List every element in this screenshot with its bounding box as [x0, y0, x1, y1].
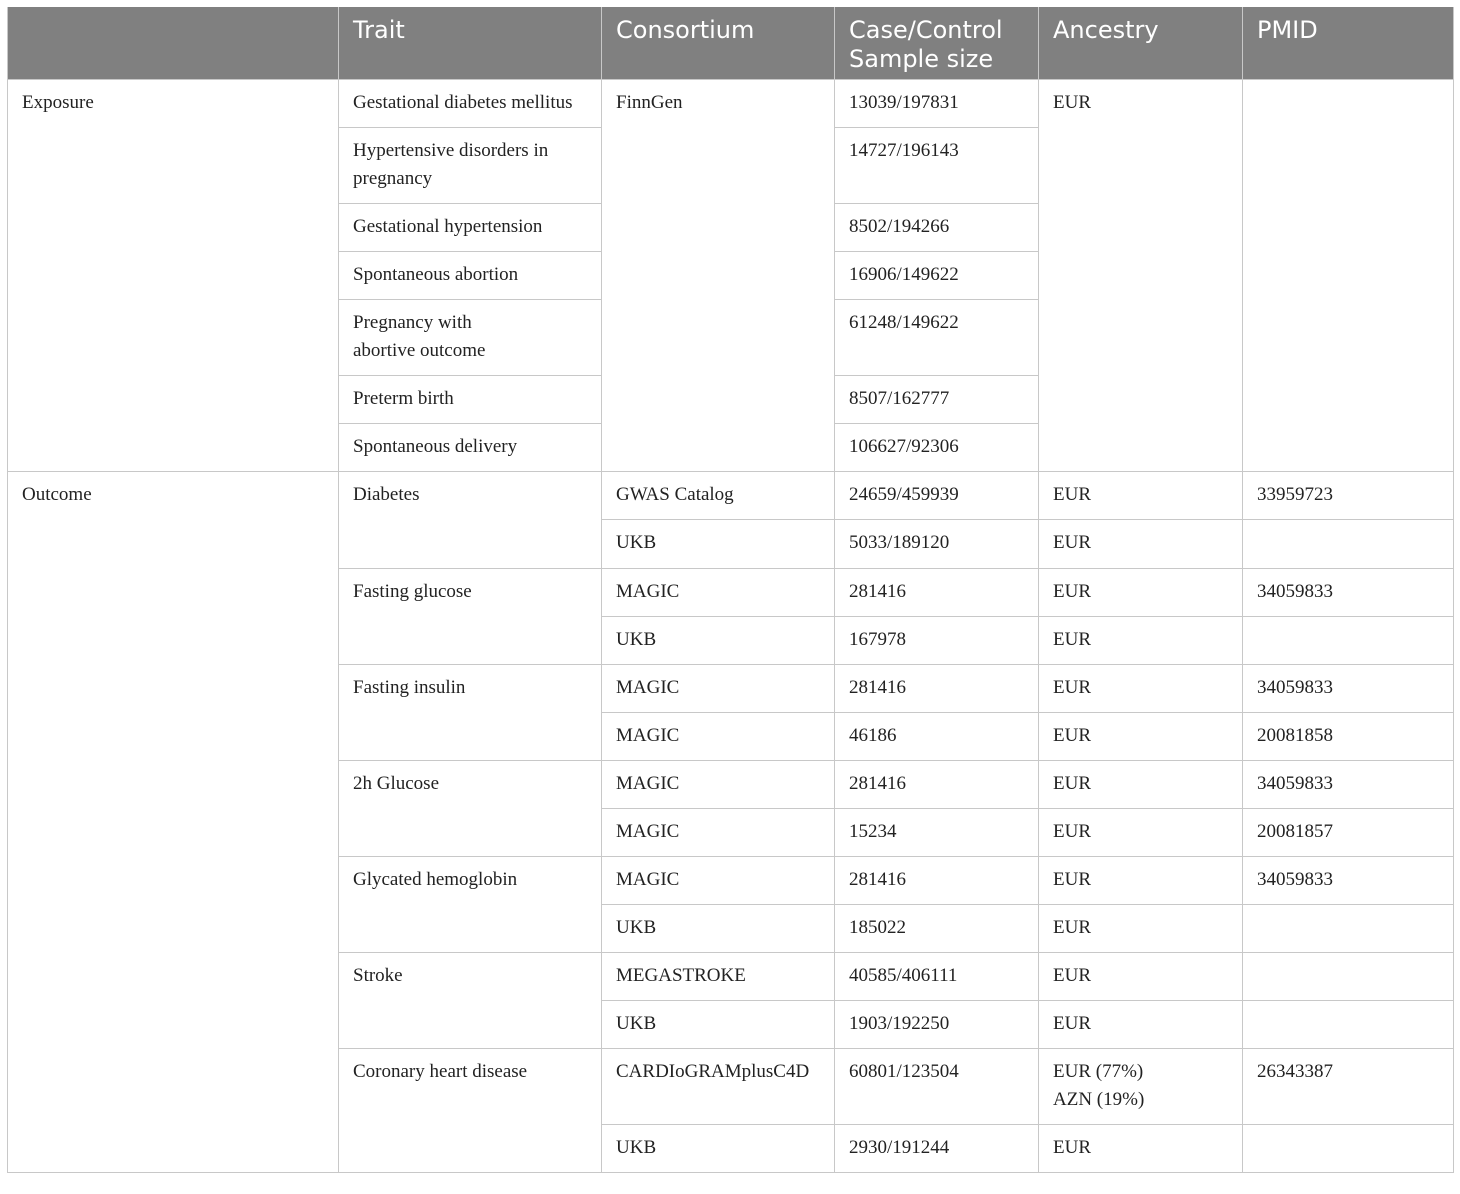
trait-cell: Gestational diabetes mellitus	[339, 79, 602, 127]
consortium-cell: MAGIC	[602, 568, 835, 616]
sample-size-cell: 14727/196143	[835, 127, 1039, 203]
ancestry-cell: EUR	[1039, 808, 1243, 856]
sample-size-cell: 24659/459939	[835, 471, 1039, 519]
pmid-cell	[1243, 904, 1454, 952]
header-ancestry: Ancestry	[1039, 7, 1243, 79]
group-label-outcome: Outcome	[8, 471, 339, 1172]
trait-cell: Spontaneous abortion	[339, 251, 602, 299]
ancestry-cell: EUR	[1039, 616, 1243, 664]
sample-size-cell: 167978	[835, 616, 1039, 664]
trait-cell: Spontaneous delivery	[339, 423, 602, 471]
ancestry-cell: EUR	[1039, 760, 1243, 808]
header-pmid: PMID	[1243, 7, 1454, 79]
pmid-cell: 34059833	[1243, 760, 1454, 808]
header-sample-size: Case/Control Sample size	[835, 7, 1039, 79]
consortium-cell: CARDIoGRAMplusC4D	[602, 1048, 835, 1124]
header-group	[8, 7, 339, 79]
consortium-cell: FinnGen	[602, 79, 835, 471]
pmid-cell	[1243, 519, 1454, 568]
trait-cell: Pregnancy with abortive outcome	[339, 299, 602, 375]
pmid-cell: 34059833	[1243, 856, 1454, 904]
header-consortium: Consortium	[602, 7, 835, 79]
trait-cell: Gestational hypertension	[339, 203, 602, 251]
consortium-cell: MAGIC	[602, 664, 835, 712]
ancestry-cell: EUR	[1039, 79, 1243, 471]
consortium-cell: UKB	[602, 616, 835, 664]
consortium-cell: UKB	[602, 1124, 835, 1172]
ancestry-cell: EUR	[1039, 1124, 1243, 1172]
trait-cell: Glycated hemoglobin	[339, 856, 602, 952]
sample-size-cell: 13039/197831	[835, 79, 1039, 127]
ancestry-cell: EUR	[1039, 1000, 1243, 1048]
trait-cell: Stroke	[339, 952, 602, 1048]
sample-size-cell: 1903/192250	[835, 1000, 1039, 1048]
trait-cell: Diabetes	[339, 471, 602, 568]
pmid-cell: 34059833	[1243, 664, 1454, 712]
consortium-cell: MAGIC	[602, 712, 835, 760]
group-label-exposure: Exposure	[8, 79, 339, 471]
pmid-cell	[1243, 952, 1454, 1000]
pmid-cell	[1243, 79, 1454, 471]
header-row	[8, 7, 1454, 79]
sample-size-cell: 46186	[835, 712, 1039, 760]
sample-size-cell: 15234	[835, 808, 1039, 856]
trait-cell: Fasting insulin	[339, 664, 602, 760]
consortium-cell: MEGASTROKE	[602, 952, 835, 1000]
ancestry-cell: EUR	[1039, 952, 1243, 1000]
sample-size-cell: 60801/123504	[835, 1048, 1039, 1124]
sample-size-cell: 281416	[835, 664, 1039, 712]
table-row	[8, 471, 1454, 519]
pmid-cell	[1243, 616, 1454, 664]
consortium-cell: UKB	[602, 519, 835, 568]
trait-cell: Coronary heart disease	[339, 1048, 602, 1172]
consortium-cell: UKB	[602, 1000, 835, 1048]
sample-size-cell: 5033/189120	[835, 519, 1039, 568]
ancestry-cell: EUR	[1039, 519, 1243, 568]
sample-size-cell: 16906/149622	[835, 251, 1039, 299]
pmid-cell: 26343387	[1243, 1048, 1454, 1124]
sample-size-cell: 61248/149622	[835, 299, 1039, 375]
ancestry-cell: EUR	[1039, 568, 1243, 616]
consortium-cell: GWAS Catalog	[602, 471, 835, 519]
sample-size-cell: 40585/406111	[835, 952, 1039, 1000]
pmid-cell: 34059833	[1243, 568, 1454, 616]
pmid-cell	[1243, 1124, 1454, 1172]
trait-cell: 2h Glucose	[339, 760, 602, 856]
consortium-cell: UKB	[602, 904, 835, 952]
consortium-cell: MAGIC	[602, 760, 835, 808]
gwas-data-table	[7, 7, 1454, 1173]
pmid-cell	[1243, 1000, 1454, 1048]
trait-cell: Hypertensive disorders in pregnancy	[339, 127, 602, 203]
header-trait: Trait	[339, 7, 602, 79]
consortium-cell: MAGIC	[602, 856, 835, 904]
ancestry-cell: EUR	[1039, 712, 1243, 760]
pmid-cell: 20081858	[1243, 712, 1454, 760]
sample-size-cell: 106627/92306	[835, 423, 1039, 471]
sample-size-cell: 281416	[835, 856, 1039, 904]
ancestry-cell: EUR	[1039, 856, 1243, 904]
sample-size-cell: 8507/162777	[835, 375, 1039, 423]
ancestry-cell: EUR	[1039, 904, 1243, 952]
trait-cell: Fasting glucose	[339, 568, 602, 664]
consortium-cell: MAGIC	[602, 808, 835, 856]
ancestry-cell: EUR	[1039, 664, 1243, 712]
trait-cell: Preterm birth	[339, 375, 602, 423]
sample-size-cell: 8502/194266	[835, 203, 1039, 251]
table-row	[8, 79, 1454, 127]
sample-size-cell: 2930/191244	[835, 1124, 1039, 1172]
ancestry-cell: EUR (77%) AZN (19%)	[1039, 1048, 1243, 1124]
pmid-cell: 33959723	[1243, 471, 1454, 519]
ancestry-cell: EUR	[1039, 471, 1243, 519]
sample-size-cell: 185022	[835, 904, 1039, 952]
sample-size-cell: 281416	[835, 568, 1039, 616]
pmid-cell: 20081857	[1243, 808, 1454, 856]
sample-size-cell: 281416	[835, 760, 1039, 808]
